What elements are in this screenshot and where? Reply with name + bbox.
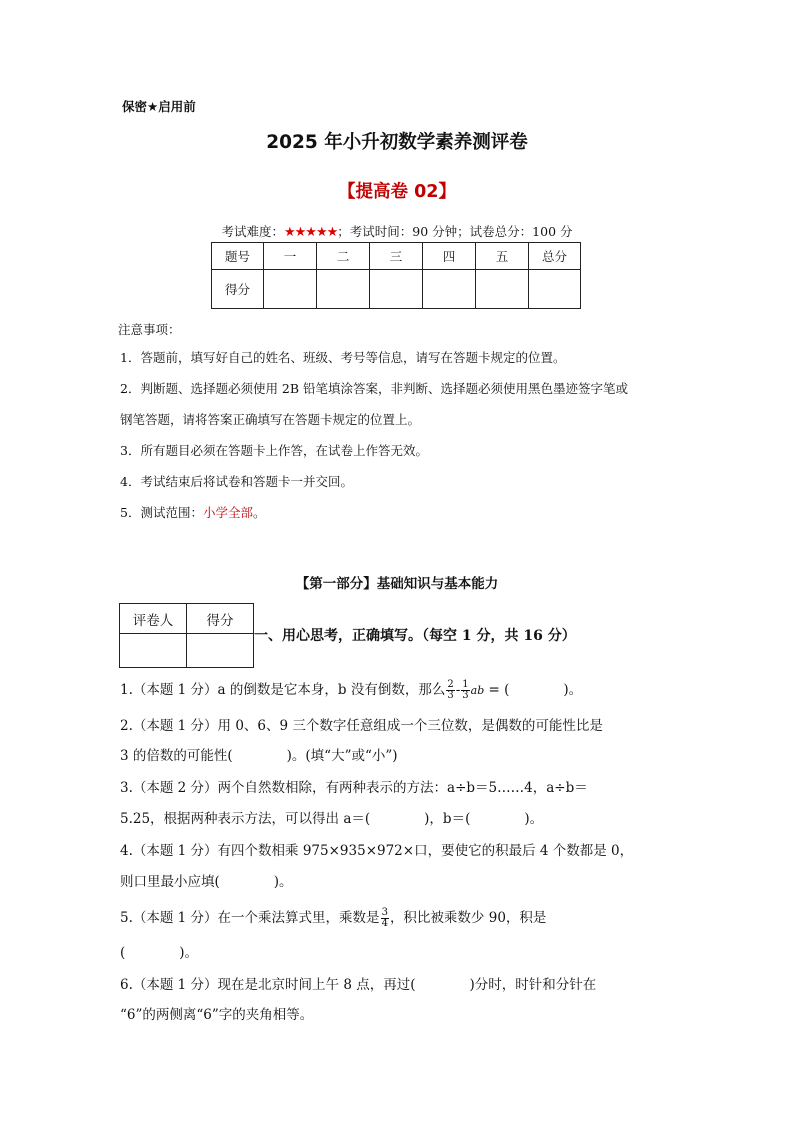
score-header-cell: 四 — [423, 243, 476, 270]
score-header-cell: 一 — [264, 243, 317, 270]
score-table-score-row — [212, 270, 581, 309]
question-5-text-end: ，积比被乘数少 90，积是 — [389, 910, 547, 926]
score-header-cell: 总分 — [529, 243, 581, 270]
grader-score-label: 得分 — [187, 604, 254, 634]
question-1 — [120, 680, 582, 701]
exam-info-line — [0, 222, 794, 240]
scope-value: 小学全部 — [202, 505, 253, 520]
question-5 — [120, 908, 546, 929]
exam-title: 2025 年小升初数学素养测评卷 — [266, 132, 528, 153]
score-table-header-row — [212, 243, 581, 270]
note-item: 3．所有题目必须在答题卡上作答，在试卷上作答无效。 — [120, 443, 428, 458]
question-4-line-1: 4.（本题 1 分）有四个数相乘 975×935×972×口，要使它的积最后 4 个数都是 0， — [120, 843, 634, 859]
scope-prefix: 5．测试范围： — [120, 505, 203, 520]
note-item-scope — [120, 505, 266, 521]
question-6-line-1: 6.（本题 1 分）现在是北京时间上午 8 点，再过( )分时，时针和分针在 — [120, 977, 597, 993]
fraction — [446, 680, 454, 701]
time-and-score-text: ；考试时间：90 分钟；试卷总分：100 分 — [337, 224, 573, 239]
grader-score-cell[interactable] — [187, 634, 254, 668]
fraction-denominator: 3 — [462, 690, 469, 701]
question-3-line-2: 5.25，根据两种表示方法，可以得出 a＝( )，b＝( )。 — [120, 811, 544, 827]
fraction — [381, 908, 389, 929]
fraction-denominator: 3 — [447, 690, 454, 701]
fraction-numerator: 3 — [381, 907, 388, 918]
exam-subtitle: 【提高卷 02】 — [338, 182, 456, 202]
question-5-line-2: ( )。 — [120, 945, 199, 961]
note-item: 2．判断题、选择题必须使用 2B 铅笔填涂答案，非判断、选择题必须使用黑色墨迹签字笔或 — [120, 381, 629, 396]
note-item: 1．答题前，填写好自己的姓名、班级、考号等信息，请写在答题卡规定的位置。 — [120, 350, 566, 365]
note-item: 4．考试结束后将试卷和答题卡一并交回。 — [120, 474, 353, 489]
difficulty-stars-icon: ★★★★★ — [284, 225, 338, 240]
grader-name-cell[interactable] — [120, 634, 187, 668]
question-1-blank: = ( )。 — [484, 682, 583, 698]
part-title: 【第一部分】基础知识与基本能力 — [295, 576, 499, 592]
minus-sign: - — [455, 682, 461, 698]
score-table — [211, 242, 581, 309]
note-item: 钢笔答题，请将答案正确填写在答题卡规定的位置上。 — [120, 412, 421, 427]
question-1-text: 1.（本题 1 分）a 的倒数是它本身，b 没有倒数，那么 — [120, 682, 446, 698]
score-cell[interactable] — [529, 270, 581, 309]
score-cell[interactable] — [370, 270, 423, 309]
fraction-denominator: 4 — [381, 918, 388, 929]
score-cell[interactable] — [476, 270, 529, 309]
grader-table — [119, 603, 254, 668]
section-heading: 一、用心思考，正确填写。（每空 1 分，共 16 分） — [254, 628, 576, 644]
fraction-numerator: 2 — [447, 679, 454, 690]
confidential-label: 保密★启用前 — [122, 99, 196, 114]
question-3-line-1: 3.（本题 2 分）两个自然数相除，有两种表示的方法：a÷b＝5……4，a÷b＝ — [120, 780, 588, 796]
score-cell[interactable] — [264, 270, 317, 309]
score-header-cell: 二 — [317, 243, 370, 270]
question-2-line-2: 3 的倍数的可能性( )。(填“大”或“小”) — [120, 748, 398, 764]
fraction — [461, 680, 469, 701]
fraction-numerator: 1 — [462, 679, 469, 690]
question-2-line-1: 2.（本题 1 分）用 0、6、9 三个数字任意组成一个三位数，是偶数的可能性比是 — [120, 718, 603, 734]
difficulty-label: 考试难度： — [221, 224, 284, 239]
question-5-text: 5.（本题 1 分）在一个乘法算式里，乘数是 — [120, 910, 380, 926]
score-header-cell: 三 — [370, 243, 423, 270]
grader-label: 评卷人 — [120, 604, 187, 634]
score-cell[interactable] — [317, 270, 370, 309]
score-row-label: 得分 — [212, 270, 264, 309]
variable-ab: ab — [470, 684, 485, 697]
score-header-cell: 题号 — [212, 243, 264, 270]
score-header-cell: 五 — [476, 243, 529, 270]
score-cell[interactable] — [423, 270, 476, 309]
question-4-line-2: 则口里最小应填( )。 — [120, 874, 293, 890]
question-6-line-2: “6”的两侧离“6”字的夹角相等。 — [120, 1007, 314, 1023]
scope-suffix: 。 — [252, 505, 266, 520]
notes-title: 注意事项： — [118, 322, 181, 337]
